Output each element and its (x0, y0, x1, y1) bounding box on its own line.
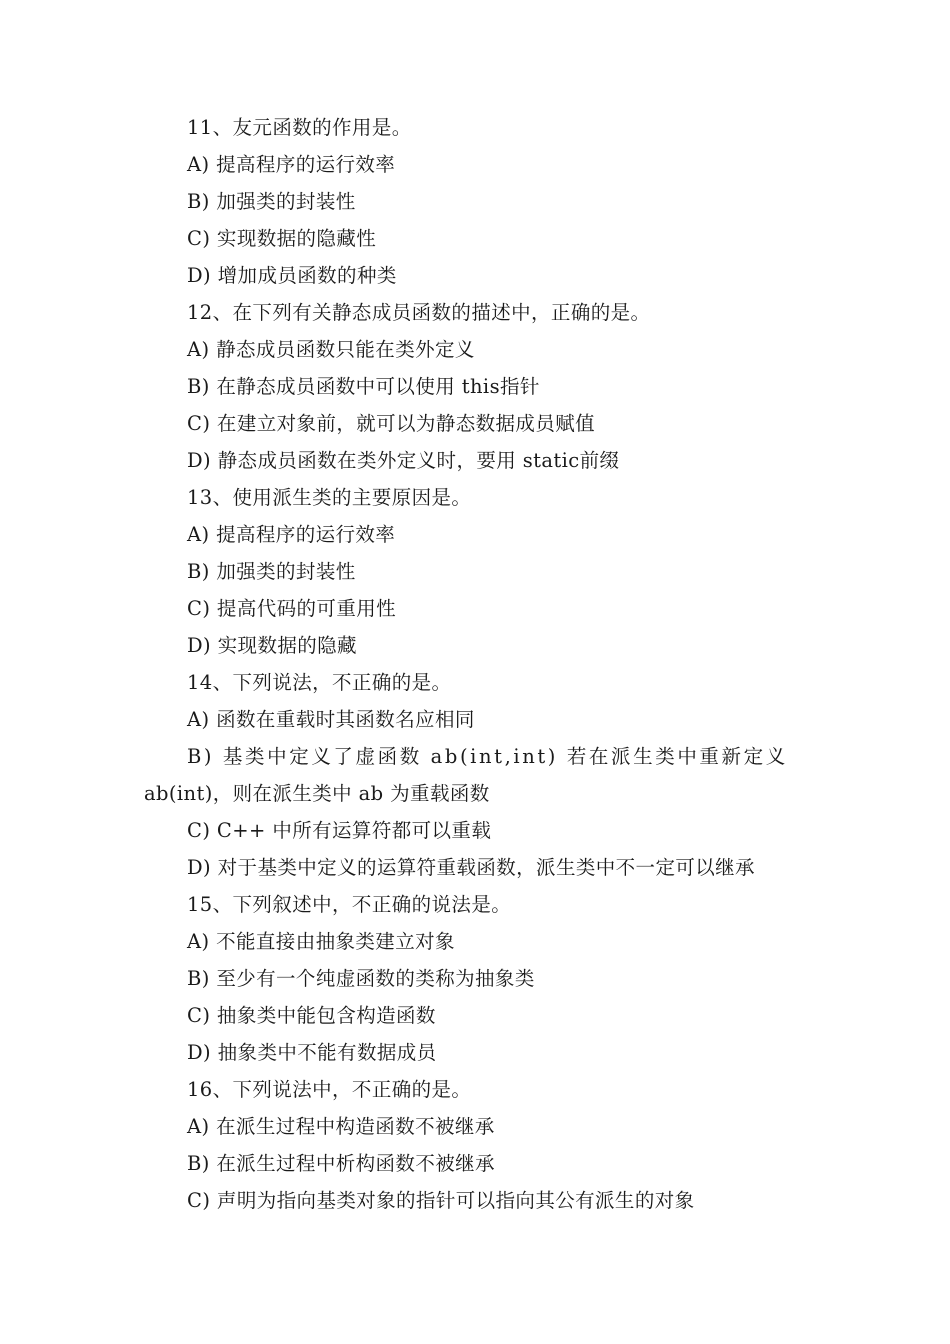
question-15-option-b: B) 至少有一个纯虚函数的类称为抽象类 (187, 967, 535, 990)
question-13-option-c: C) 提高代码的可重用性 (187, 597, 397, 620)
question-12-option-c: C) 在建立对象前，就可以为静态数据成员赋值 (187, 412, 596, 435)
question-15-stem: 15、下列叙述中，不正确的说法是。 (187, 893, 512, 916)
question-14-option-a: A) 函数在重载时其函数名应相同 (187, 708, 475, 731)
question-14-stem: 14、下列说法，不正确的是。 (187, 671, 452, 694)
question-14-option-d: D) 对于基类中定义的运算符重载函数，派生类中不一定可以继承 (187, 856, 755, 879)
question-15-option-a: A) 不能直接由抽象类建立对象 (187, 930, 455, 953)
question-12-option-a: A) 静态成员函数只能在类外定义 (187, 338, 475, 361)
question-16-stem: 16、下列说法中，不正确的是。 (187, 1078, 472, 1101)
question-11-option-d: D) 增加成员函数的种类 (187, 264, 397, 287)
question-16-option-a: A) 在派生过程中构造函数不被继承 (187, 1115, 495, 1138)
question-13-stem: 13、使用派生类的主要原因是。 (187, 486, 472, 509)
question-13-option-d: D) 实现数据的隐藏 (187, 634, 357, 657)
question-12-option-d: D) 静态成员函数在类外定义时，要用 static前缀 (187, 449, 620, 472)
question-11-stem: 11、友元函数的作用是。 (187, 116, 412, 139)
question-13-option-a: A) 提高程序的运行效率 (187, 523, 396, 546)
question-14-option-c: C) C++ 中所有运算符都可以重载 (187, 819, 492, 842)
question-14-option-b: B) 基类中定义了虚函数 ab(int,int) 若在派生类中重新定义 (187, 745, 788, 768)
question-16-option-b: B) 在派生过程中析构函数不被继承 (187, 1152, 495, 1175)
question-list (144, 109, 810, 1219)
question-15-option-d: D) 抽象类中不能有数据成员 (187, 1041, 437, 1064)
question-14-option-b-continued: ab(int)，则在派生类中 ab 为重载函数 (144, 782, 490, 805)
question-11-option-a: A) 提高程序的运行效率 (187, 153, 396, 176)
question-11-option-b: B) 加强类的封装性 (187, 190, 356, 213)
question-13-option-b: B) 加强类的封装性 (187, 560, 356, 583)
question-12-option-b: B) 在静态成员函数中可以使用 this指针 (187, 375, 540, 398)
question-16-option-c: C) 声明为指向基类对象的指针可以指向其公有派生的对象 (187, 1189, 695, 1212)
question-12-stem: 12、在下列有关静态成员函数的描述中，正确的是。 (187, 301, 651, 324)
question-15-option-c: C) 抽象类中能包含构造函数 (187, 1004, 436, 1027)
question-11-option-c: C) 实现数据的隐藏性 (187, 227, 377, 250)
